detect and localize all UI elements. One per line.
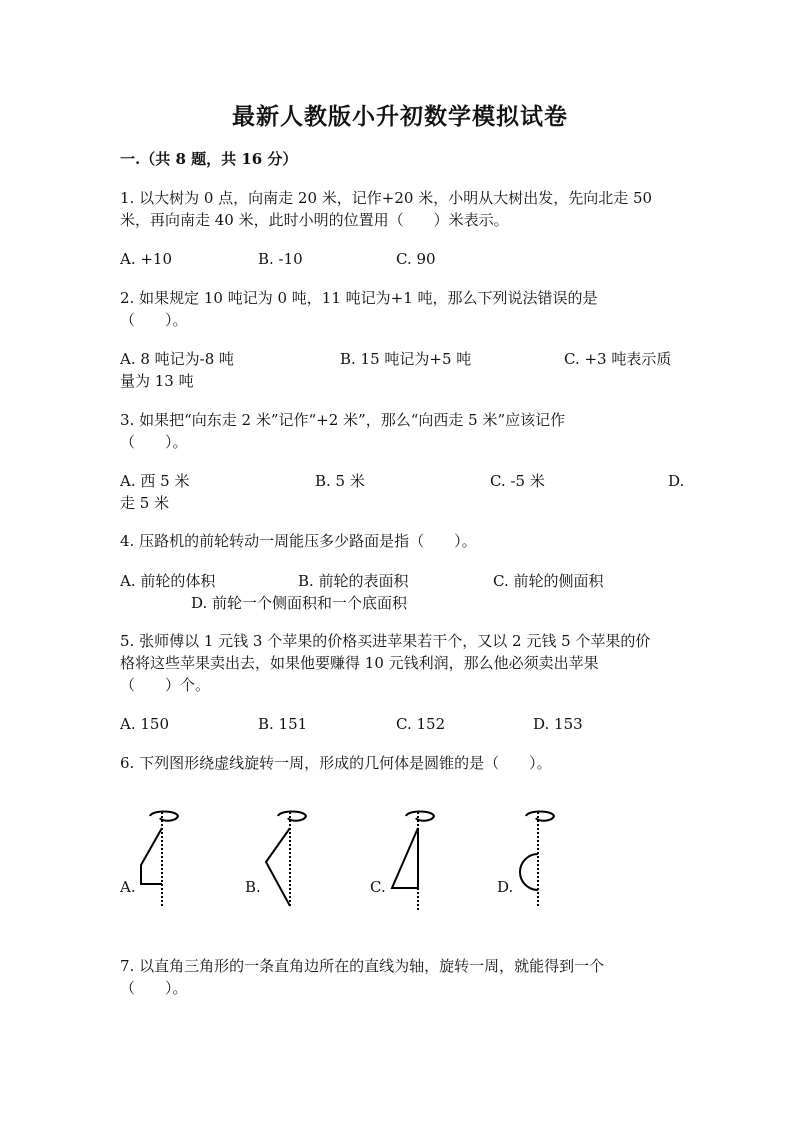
q6-option-c-label: C. <box>370 878 386 896</box>
q3-option-d-wrap: 走 5 米 <box>120 494 170 512</box>
q4-option-d: D. 前轮一个侧面积和一个底面积 <box>191 594 408 612</box>
q4-line1: 4. 压路机的前轮转动一周能压多少路面是指（ ）。 <box>120 532 477 550</box>
q1-line2: 米，再向南走 40 米，此时小明的位置用（ ）米表示。 <box>120 211 509 229</box>
q2-line1: 2. 如果规定 10 吨记为 0 吨，11 吨记为+1 吨，那么下列说法错误的是 <box>120 289 598 307</box>
q6-option-b-label: B. <box>245 878 261 896</box>
q2-line2: （ ）。 <box>120 311 188 329</box>
q7-line1: 7. 以直角三角形的一条直角边所在的直线为轴，旋转一周，就能得到一个 <box>120 957 605 975</box>
q5-line3: （ ）个。 <box>120 676 211 694</box>
q3-option-c: C. -5 米 <box>490 472 545 490</box>
q4-option-a: A. 前轮的体积 <box>120 572 216 590</box>
q4-option-b: B. 前轮的表面积 <box>298 572 409 590</box>
q6-line1: 6. 下列图形绕虚线旋转一周，形成的几何体是圆锥的是（ ）。 <box>120 754 552 772</box>
q2-option-c: C. +3 吨表示质 <box>564 350 672 368</box>
q1-option-c: C. 90 <box>396 250 436 268</box>
q3-option-d: D. <box>668 472 685 490</box>
figure-c-shape <box>392 812 434 913</box>
q4-option-c: C. 前轮的侧面积 <box>493 572 604 590</box>
q3-option-b: B. 5 米 <box>315 472 365 490</box>
q2-option-b: B. 15 吨记为+5 吨 <box>340 350 472 368</box>
q3-line2: （ ）。 <box>120 433 188 451</box>
q6-option-d-label: D. <box>497 878 514 896</box>
figure-a-shape <box>141 812 178 909</box>
page-title: 最新人教版小升初数学模拟试卷 <box>232 103 568 130</box>
q2-option-c-wrap: 量为 13 吨 <box>120 372 194 390</box>
q7-line2: （ ）。 <box>120 979 188 997</box>
figure-b-shape <box>266 812 306 907</box>
q1-option-b: B. -10 <box>258 250 303 268</box>
rotation-figures <box>0 800 800 920</box>
q5-option-d: D. 153 <box>533 715 583 733</box>
q1-option-a: A. +10 <box>120 250 173 268</box>
q5-option-a: A. 150 <box>120 715 169 733</box>
q6-option-a-label: A. <box>120 878 136 896</box>
q3-option-a: A. 西 5 米 <box>120 472 190 490</box>
q2-option-a: A. 8 吨记为-8 吨 <box>120 350 235 368</box>
q5-option-c: C. 152 <box>396 715 446 733</box>
q5-line2: 格将这些苹果卖出去，如果他要赚得 10 元钱利润，那么他必须卖出苹果 <box>120 654 599 672</box>
q5-option-b: B. 151 <box>258 715 308 733</box>
figure-d-shape <box>520 812 554 909</box>
q1-line1: 1. 以大树为 0 点，向南走 20 米，记作+20 米，小明从大树出发，先向北走 50 <box>120 189 653 207</box>
section-heading: 一.（共 8 题，共 16 分） <box>120 150 298 168</box>
q3-line1: 3. 如果把“向东走 2 米”记作“+2 米”，那么“向西走 5 米”应该记作 <box>120 411 566 429</box>
q5-line1: 5. 张师傅以 1 元钱 3 个苹果的价格买进苹果若干个，又以 2 元钱 5 个苹果的价 <box>120 632 651 650</box>
